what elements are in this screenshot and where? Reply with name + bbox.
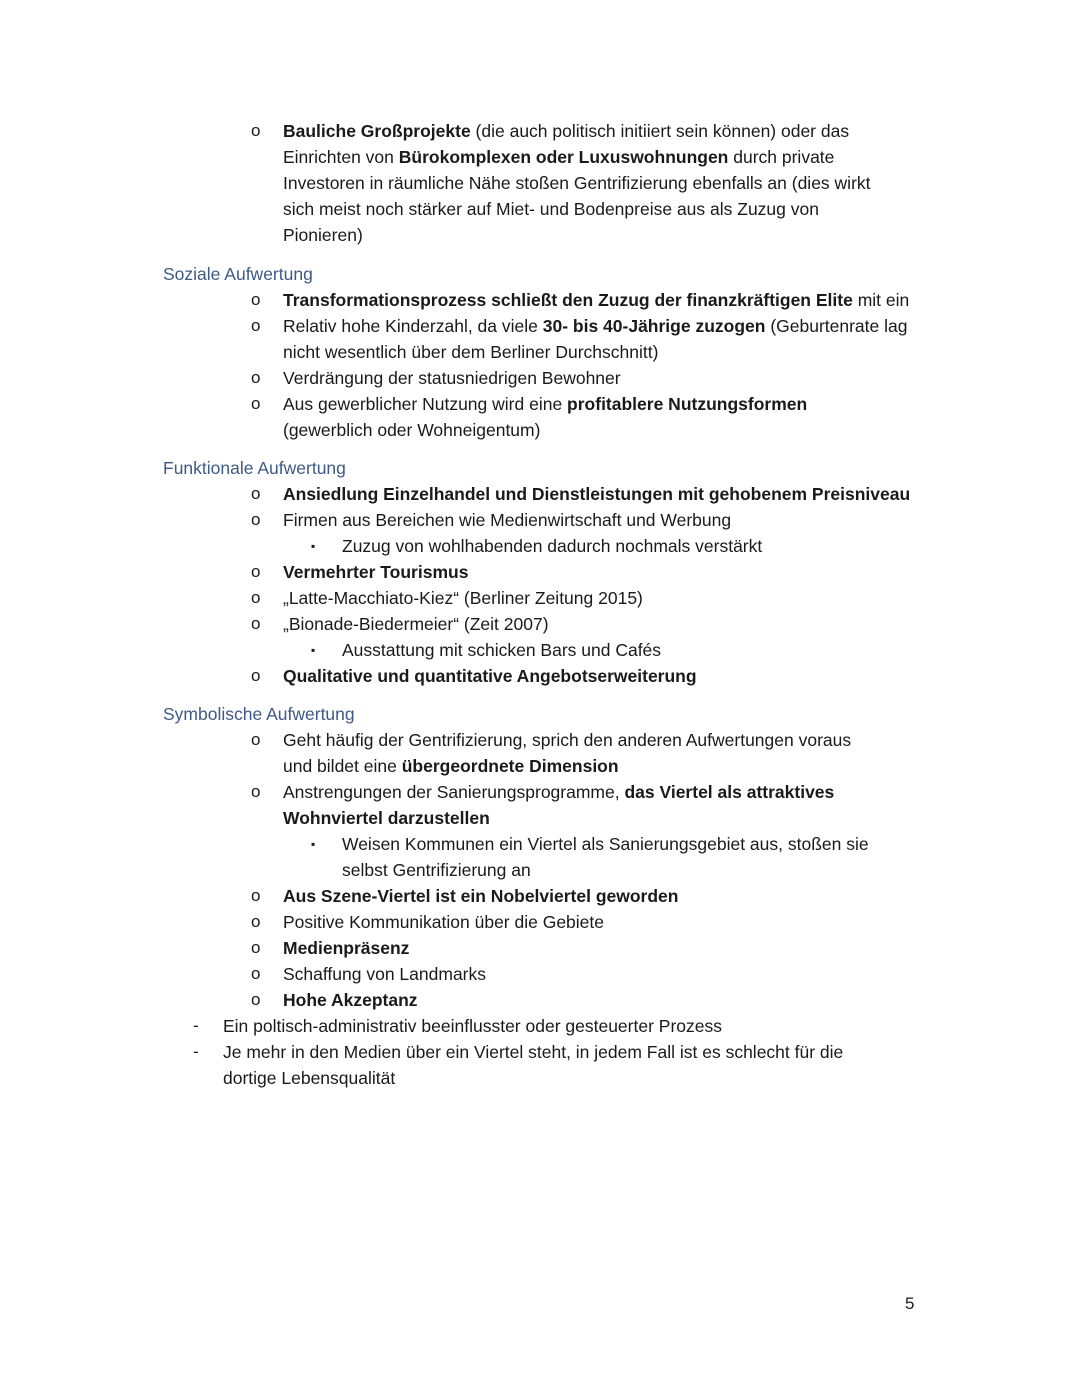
- text-run: (die auch politisch initiiert sein können) oder das: [470, 121, 850, 141]
- square-bullet-icon: ▪: [311, 643, 316, 657]
- list-item: [0, 118, 1080, 248]
- list-item-text-line: [342, 533, 762, 559]
- circle-bullet-icon: o: [251, 964, 261, 983]
- list-item: [0, 365, 1080, 391]
- bold-text: Medienpräsenz: [283, 938, 410, 958]
- circle-bullet-icon: o: [251, 368, 261, 387]
- list-item-text-line: [342, 857, 531, 883]
- text-run: Positive Kommunikation über die Gebiete: [283, 912, 605, 932]
- text-run: Investoren in räumliche Nähe stoßen Gentrifizierung ebenfalls an (dies wirkt: [283, 173, 871, 193]
- text-run: Je mehr in den Medien über ein Viertel steht, in jedem Fall ist es schlecht für die: [223, 1042, 844, 1062]
- square-bullet-icon: ▪: [311, 837, 316, 851]
- list-item: [0, 637, 1080, 663]
- dash-bullet-icon: -: [193, 1042, 199, 1061]
- text-run: dortige Lebensqualität: [223, 1068, 396, 1088]
- circle-bullet-icon: o: [251, 886, 261, 905]
- text-run: (Geburtenrate lag: [765, 316, 908, 336]
- text-run: Relativ hohe Kinderzahl, da viele: [283, 316, 543, 336]
- text-run: Verdrängung der statusniedrigen Bewohner: [283, 368, 621, 388]
- list-item-text-line: [283, 585, 643, 611]
- list-item-text-line: [283, 909, 604, 935]
- bold-text: Transformationsprozess schließt den Zuzug der finanzkräftigen Elite: [283, 290, 853, 310]
- list-item: [0, 779, 1080, 831]
- list-item-text-line: [283, 481, 910, 507]
- list-item-text-line: [342, 831, 869, 857]
- bold-text: profitablere Nutzungsformen: [567, 394, 808, 414]
- text-run: Geht häufig der Gentrifizierung, sprich den anderen Aufwertungen voraus: [283, 730, 852, 750]
- list-item-text-line: [283, 507, 731, 533]
- square-bullet-icon: ▪: [311, 539, 316, 553]
- list-item: [0, 507, 1080, 533]
- list-item-text-line: [283, 339, 658, 365]
- list-item-text-line: [283, 287, 909, 313]
- circle-bullet-icon: o: [251, 912, 261, 931]
- circle-bullet-icon: o: [251, 290, 261, 309]
- section-heading: Symbolische Aufwertung: [163, 704, 355, 724]
- page-number: 5: [905, 1294, 915, 1313]
- circle-bullet-icon: o: [251, 316, 261, 335]
- bold-text: Wohnviertel darzustellen: [283, 808, 490, 828]
- text-run: mit ein: [852, 290, 910, 310]
- list-item: [0, 287, 1080, 313]
- list-item: [0, 585, 1080, 611]
- list-item: [0, 391, 1080, 443]
- text-run: Aus gewerblicher Nutzung wird eine: [283, 394, 568, 414]
- bold-text: Ansiedlung Einzelhandel und Dienstleistungen mit gehobenem Preisniveau: [283, 484, 911, 504]
- list-item-text-line: [283, 222, 363, 248]
- circle-bullet-icon: o: [251, 990, 261, 1009]
- list-item: [0, 533, 1080, 559]
- list-item-text-line: [283, 935, 409, 961]
- text-run: durch private: [728, 147, 835, 167]
- bold-text: das Viertel als attraktives: [624, 782, 835, 802]
- text-run: Weisen Kommunen ein Viertel als Sanierungsgebiet aus, stoßen sie: [342, 834, 869, 854]
- list-item-text-line: [342, 637, 661, 663]
- list-item: [0, 727, 1080, 779]
- list-item-text-line: [283, 391, 807, 417]
- text-run: Ausstattung mit schicken Bars und Cafés: [342, 640, 662, 660]
- list-item-text-line: [223, 1013, 722, 1039]
- circle-bullet-icon: o: [251, 614, 261, 633]
- text-run: „Latte-Macchiato-Kiez“ (Berliner Zeitung 2015): [283, 588, 643, 608]
- circle-bullet-icon: o: [251, 782, 261, 801]
- list-item: [0, 935, 1080, 961]
- list-item: [0, 313, 1080, 365]
- section-heading: Funktionale Aufwertung: [163, 458, 346, 478]
- list-item: [0, 961, 1080, 987]
- circle-bullet-icon: o: [251, 938, 261, 957]
- list-item: [0, 611, 1080, 637]
- bold-text: Qualitative und quantitative Angebotserweiterung: [283, 666, 697, 686]
- list-item-text-line: [283, 779, 834, 805]
- dash-bullet-icon: -: [193, 1016, 199, 1035]
- text-run: nicht wesentlich über dem Berliner Durchschnitt): [283, 342, 659, 362]
- list-item: [0, 1013, 1080, 1039]
- list-item-text-line: [283, 883, 679, 909]
- text-run: Ein poltisch-administrativ beeinflusster oder gesteuerter Prozess: [223, 1016, 722, 1036]
- text-run: „Bionade-Biedermeier“ (Zeit 2007): [283, 614, 549, 634]
- list-item-text-line: [283, 144, 834, 170]
- list-item-text-line: [283, 118, 849, 144]
- list-item: [0, 883, 1080, 909]
- text-run: Anstrengungen der Sanierungsprogramme,: [283, 782, 625, 802]
- list-item-text-line: [283, 313, 907, 339]
- circle-bullet-icon: o: [251, 666, 261, 685]
- list-item-text-line: [283, 611, 549, 637]
- text-run: sich meist noch stärker auf Miet- und Bodenpreise aus als Zuzug von: [283, 199, 819, 219]
- text-run: Zuzug von wohlhabenden dadurch nochmals verstärkt: [342, 536, 763, 556]
- bold-text: Bürokomplexen oder Luxuswohnungen: [398, 147, 729, 167]
- list-item: [0, 987, 1080, 1013]
- text-run: (gewerblich oder Wohneigentum): [283, 420, 541, 440]
- text-run: Einrichten von: [283, 147, 399, 167]
- list-item-text-line: [283, 559, 468, 585]
- bold-text: 30- bis 40-Jährige zuzogen: [542, 316, 766, 336]
- text-run: Schaffung von Landmarks: [283, 964, 487, 984]
- list-item-text-line: [283, 961, 486, 987]
- bold-text: Vermehrter Tourismus: [283, 562, 469, 582]
- circle-bullet-icon: o: [251, 121, 261, 140]
- circle-bullet-icon: o: [251, 510, 261, 529]
- text-run: Pionieren): [283, 225, 363, 245]
- circle-bullet-icon: o: [251, 562, 261, 581]
- circle-bullet-icon: o: [251, 730, 261, 749]
- bold-text: Hohe Akzeptanz: [283, 990, 418, 1010]
- bold-text: Aus Szene-Viertel ist ein Nobelviertel geworden: [283, 886, 679, 906]
- list-item-text-line: [283, 196, 819, 222]
- bold-text: Bauliche Großprojekte: [283, 121, 471, 141]
- list-item-text-line: [283, 987, 418, 1013]
- list-item-text-line: [283, 753, 619, 779]
- list-item: [0, 909, 1080, 935]
- circle-bullet-icon: o: [251, 484, 261, 503]
- list-item-text-line: [283, 365, 621, 391]
- circle-bullet-icon: o: [251, 588, 261, 607]
- list-item: [0, 1039, 1080, 1091]
- list-item-text-line: [283, 170, 871, 196]
- text-run: und bildet eine: [283, 756, 402, 776]
- text-run: selbst Gentrifizierung an: [342, 860, 531, 880]
- list-item-text-line: [283, 727, 851, 753]
- circle-bullet-icon: o: [251, 394, 261, 413]
- list-item-text-line: [283, 417, 540, 443]
- list-item-text-line: [223, 1065, 395, 1091]
- bold-text: übergeordnete Dimension: [401, 756, 619, 776]
- text-run: Firmen aus Bereichen wie Medienwirtschaft und Werbung: [283, 510, 732, 530]
- section-heading: Soziale Aufwertung: [163, 264, 313, 284]
- list-item: [0, 831, 1080, 883]
- list-item-text-line: [223, 1039, 843, 1065]
- list-item: [0, 663, 1080, 689]
- list-item-text-line: [283, 805, 490, 831]
- list-item: [0, 481, 1080, 507]
- list-item-text-line: [283, 663, 697, 689]
- list-item: [0, 559, 1080, 585]
